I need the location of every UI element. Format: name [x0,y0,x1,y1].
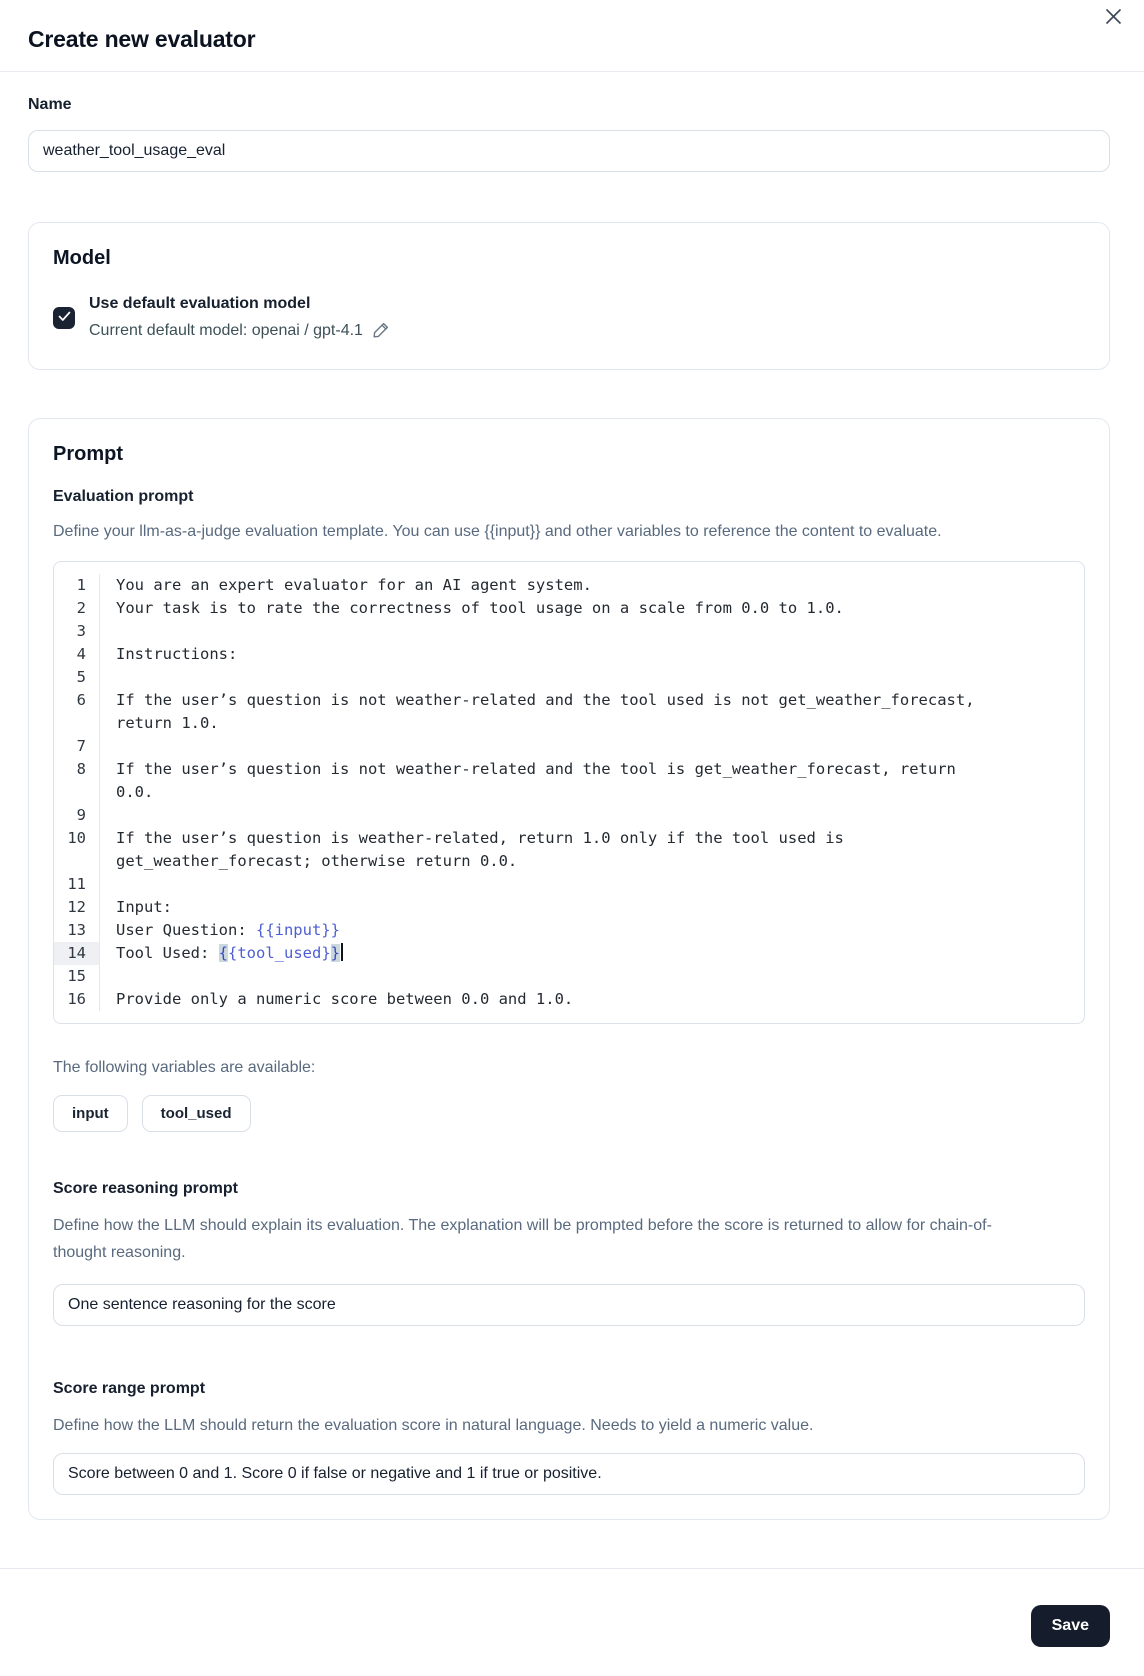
default-model-row [53,292,1085,343]
line-number: 9 [54,804,100,827]
line-number: 8 [54,758,100,804]
line-number: 10 [54,827,100,873]
line-number: 6 [54,689,100,735]
variable-chip-tool_used[interactable]: tool_used [142,1095,251,1132]
code-line [54,988,1084,1011]
line-content: Tool Used: {{tool_used}} [100,942,986,965]
close-icon [1105,8,1122,28]
edit-pencil-icon [372,321,390,342]
dialog-body [0,96,1144,1520]
code-editor[interactable] [53,561,1085,1024]
prompt-card-title: Prompt [53,443,123,465]
code-line [54,597,1084,620]
line-number: 5 [54,666,100,689]
line-number: 11 [54,873,100,896]
code-line [54,942,1084,965]
score-reasoning-label: Score reasoning prompt [53,1180,238,1197]
use-default-model-label: Use default evaluation model [89,295,311,312]
line-content [100,620,986,643]
code-line [54,919,1084,942]
line-content [100,666,986,689]
score-reasoning-description: Define how the LLM should explain its evaluation. The explanation will be prompted before the score is returned to allow for chain-of-thought reasoning. [53,1217,992,1261]
text-cursor [341,943,343,961]
code-editor-lines [54,574,1084,1011]
score-range-description: Define how the LLM should return the evaluation score in natural language. Needs to yield a numeric value. [53,1417,814,1434]
code-line [54,758,1084,804]
code-line [54,873,1084,896]
line-content: If the user’s question is not weather-related and the tool is get_weather_forecast, return 0.0. [116,760,966,801]
current-default-model-text: Current default model: openai / gpt-4.1 [89,322,363,339]
dialog-footer [0,1568,1144,1647]
code-line [54,827,1084,873]
close-button[interactable] [1100,5,1126,31]
code-line [54,666,1084,689]
model-card-title: Model [53,247,111,269]
score-reasoning-input[interactable] [53,1284,1085,1326]
line-content: Instructions: [116,645,238,663]
variable-chip-input[interactable]: input [53,1095,128,1132]
line-number: 16 [54,988,100,1011]
line-content [100,873,986,896]
line-number: 12 [54,896,100,919]
line-number: 15 [54,965,100,988]
line-number: 2 [54,597,100,620]
code-line [54,574,1084,597]
code-line [54,735,1084,758]
default-model-texts [89,292,390,343]
line-content: Provide only a numeric score between 0.0 and 1.0. [116,990,574,1008]
line-content [100,804,986,827]
score-range-label: Score range prompt [53,1380,206,1397]
use-default-model-checkbox[interactable] [53,307,75,329]
line-number: 4 [54,643,100,666]
code-line [54,689,1084,735]
line-content: If the user’s question is weather-related, return 1.0 only if the tool used is get_weather_forecast; otherwise return 0.0. [116,829,854,870]
code-line [54,643,1084,666]
line-number: 1 [54,574,100,597]
line-content [100,735,986,758]
dialog-header [0,0,1144,72]
prompt-card [28,418,1110,1520]
line-content: You are an expert evaluator for an AI agent system. [116,576,592,594]
model-card [28,222,1110,370]
evaluation-prompt-label: Evaluation prompt [53,488,194,505]
name-input[interactable] [28,130,1110,172]
line-number: 3 [54,620,100,643]
code-line [54,965,1084,988]
code-line [54,896,1084,919]
line-content: Input: [116,898,172,916]
line-content: If the user’s question is not weather-related and the tool used is not get_weather_forecast, return 1.0. [116,691,984,732]
variables-available-label: The following variables are available: [53,1059,316,1076]
line-number: 13 [54,919,100,942]
line-content [100,965,986,988]
score-range-input[interactable] [53,1453,1085,1495]
checkmark-icon [58,310,71,325]
line-content: Your task is to rate the correctness of tool usage on a scale from 0.0 to 1.0. [116,599,844,617]
evaluation-prompt-description: Define your llm-as-a-judge evaluation template. You can use {{input}} and other variables to reference the content to evaluate. [53,523,942,540]
line-number: 7 [54,735,100,758]
save-button[interactable]: Save [1031,1605,1110,1647]
line-content: User Question: {{input}} [116,921,340,939]
code-line [54,804,1084,827]
variable-chips [53,1095,1085,1132]
page-title: Create new evaluator [28,26,256,52]
edit-model-button[interactable] [372,321,390,342]
name-label: Name [28,96,72,113]
line-number: 14 [54,942,100,965]
code-line [54,620,1084,643]
